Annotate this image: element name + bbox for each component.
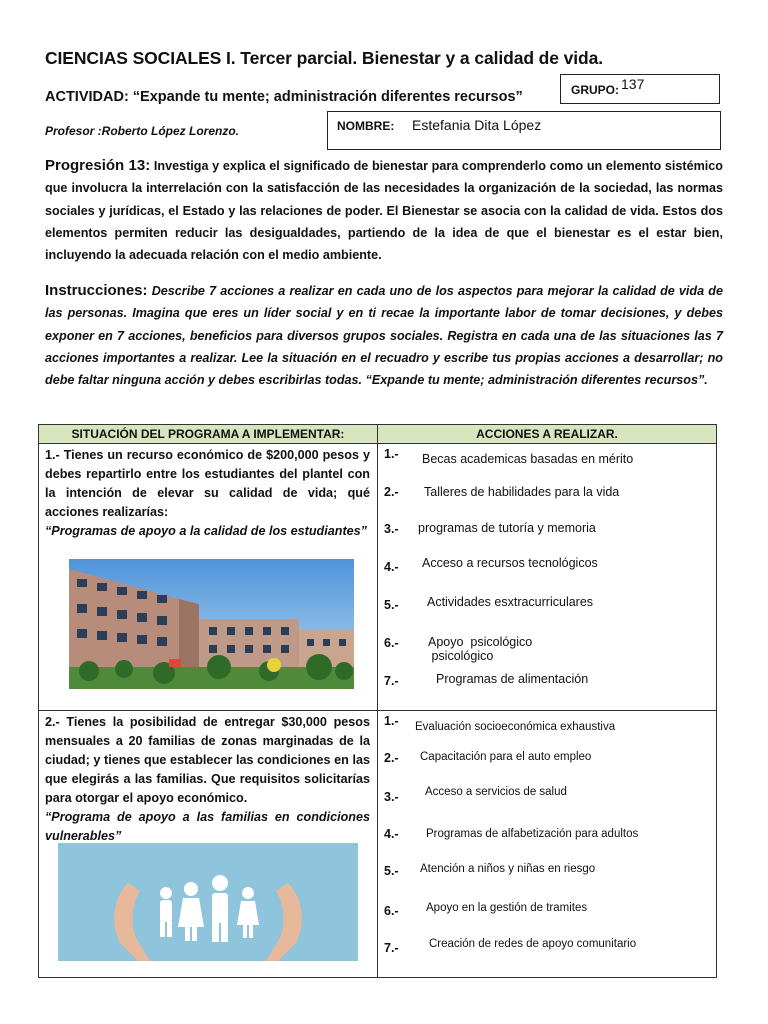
action-number: 3.- bbox=[384, 522, 399, 536]
action-text: Talleres de habilidades para la vida bbox=[424, 485, 620, 499]
situation-description-2: 2.- Tienes la posibilidad de entregar $30,000 pesos mensuales a 20 familias de zonas marginadas de la ciudad; y tienes que establecer las condiciones en las que elegirás a las familias. Que requisitos solicitarías para otorgar el apoyo económico. bbox=[45, 715, 370, 805]
action-text: Programas de alfabetización para adultos bbox=[426, 828, 639, 840]
situation-description-1: 1.- Tienes un recurso económico de $200,000 pesos y debes repartirlo entre los estudiantes del plantel con la intención de elevar su calidad de vida; qué acciones realizarías: bbox=[45, 448, 370, 519]
action-number: 1.- bbox=[384, 447, 399, 461]
table-header-acciones: ACCIONES A REALIZAR. bbox=[378, 425, 717, 444]
action-text: Evaluación socioeconómica exhaustiva bbox=[415, 721, 616, 733]
action-text: Atención a niños y niñas en riesgo bbox=[420, 863, 596, 875]
situation-text-1 bbox=[45, 446, 370, 541]
action-text: Acceso a servicios de salud bbox=[425, 786, 567, 798]
action-number: 7.- bbox=[384, 941, 399, 955]
action-text: Apoyo psicológico psicológico bbox=[428, 635, 533, 663]
action-number: 5.- bbox=[384, 864, 399, 878]
profesor-label: Profesor :Roberto López Lorenzo. bbox=[45, 124, 240, 138]
instrucciones-label: Instrucciones: bbox=[45, 282, 148, 299]
action-number: 6.- bbox=[384, 636, 399, 650]
action-number: 6.- bbox=[384, 904, 399, 918]
action-number: 1.- bbox=[384, 714, 399, 728]
progresion-label: Progresión 13: bbox=[45, 157, 151, 174]
table-row bbox=[39, 444, 717, 711]
action-number: 2.- bbox=[384, 751, 399, 765]
action-text: Actividades esxtracurriculares bbox=[427, 595, 594, 609]
action-text: Becas academicas basadas en mérito bbox=[422, 452, 634, 466]
action-text: programas de tutoría y memoria bbox=[418, 521, 596, 535]
school-building-photo bbox=[69, 559, 354, 689]
nombre-label: NOMBRE: bbox=[337, 119, 395, 133]
nombre-field[interactable] bbox=[327, 111, 721, 150]
action-text: Acceso a recursos tecnológicos bbox=[422, 556, 598, 570]
situation-cell-1 bbox=[39, 444, 377, 710]
action-number: 4.- bbox=[384, 560, 399, 574]
action-text: Apoyo en la gestión de tramites bbox=[426, 902, 588, 914]
grupo-field[interactable] bbox=[560, 74, 720, 104]
action-number: 4.- bbox=[384, 827, 399, 841]
program-title-1: “Programas de apoyo a la calidad de los estudiantes” bbox=[45, 524, 367, 538]
actions-table bbox=[38, 424, 717, 978]
situation-text-2 bbox=[45, 713, 370, 846]
action-text: Programas de alimentación bbox=[436, 672, 589, 686]
situation-cell-2 bbox=[39, 711, 377, 977]
program-title-2: “Programa de apoyo a las familias en condiciones vulnerables” bbox=[45, 810, 370, 843]
nombre-value: Estefania Dita López bbox=[412, 117, 542, 133]
progresion-paragraph bbox=[45, 155, 723, 266]
action-text: Capacitación para el auto empleo bbox=[420, 751, 592, 763]
action-number: 5.- bbox=[384, 598, 399, 612]
page-title: CIENCIAS SOCIALES I. Tercer parcial. Bienestar y a calidad de vida. bbox=[45, 48, 604, 68]
activity-title: ACTIVIDAD: “Expande tu mente; administración diferentes recursos” bbox=[45, 89, 523, 105]
action-number: 7.- bbox=[384, 674, 399, 688]
instrucciones-text: Describe 7 acciones a realizar en cada uno de los aspectos para mejorar la calidad de vida de las personas. Imagina que eres un líder social y en ti recae la importante labor de tomar decisiones, y debes exponer en 7 acciones, beneficios para diversos grupos sociales. Registra en cada una de las situaciones las 7 acciones importantes a realizar. Lee la situación en el recuadro y escribe tus propias acciones a desarrollar; no debe faltar ninguna acción y debes escribirlas todas. “Expande tu mente; administración diferentes recursos”. bbox=[45, 284, 723, 388]
grupo-label: GRUPO: bbox=[571, 83, 619, 97]
actions-cell-1 bbox=[378, 444, 716, 710]
table-header-situacion: SITUACIÓN DEL PROGRAMA A IMPLEMENTAR: bbox=[39, 425, 378, 444]
grupo-value: 137 bbox=[621, 76, 645, 92]
table-row bbox=[39, 711, 717, 978]
actions-cell-2 bbox=[378, 711, 716, 977]
family-hands-photo bbox=[58, 843, 358, 961]
action-number: 2.- bbox=[384, 485, 399, 499]
action-text: Creación de redes de apoyo comunitario bbox=[429, 938, 637, 950]
instrucciones-paragraph bbox=[45, 280, 723, 391]
progresion-text: Investiga y explica el significado de bienestar para comprenderlo como un elemento sistémico que involucra la interrelación con la satisfacción de las necesidades la organización de la sociedad, las normas sociales y jurídicas, el Estado y las relaciones de poder. El Bienestar se asocia con la calidad de vida. Estos dos elementos permiten reducir las desigualdades, partiendo de la idea de que el bienestar es el estar bien, incluyendo la adecuada relación con el medio ambiente. bbox=[45, 159, 723, 263]
action-number: 3.- bbox=[384, 790, 399, 804]
